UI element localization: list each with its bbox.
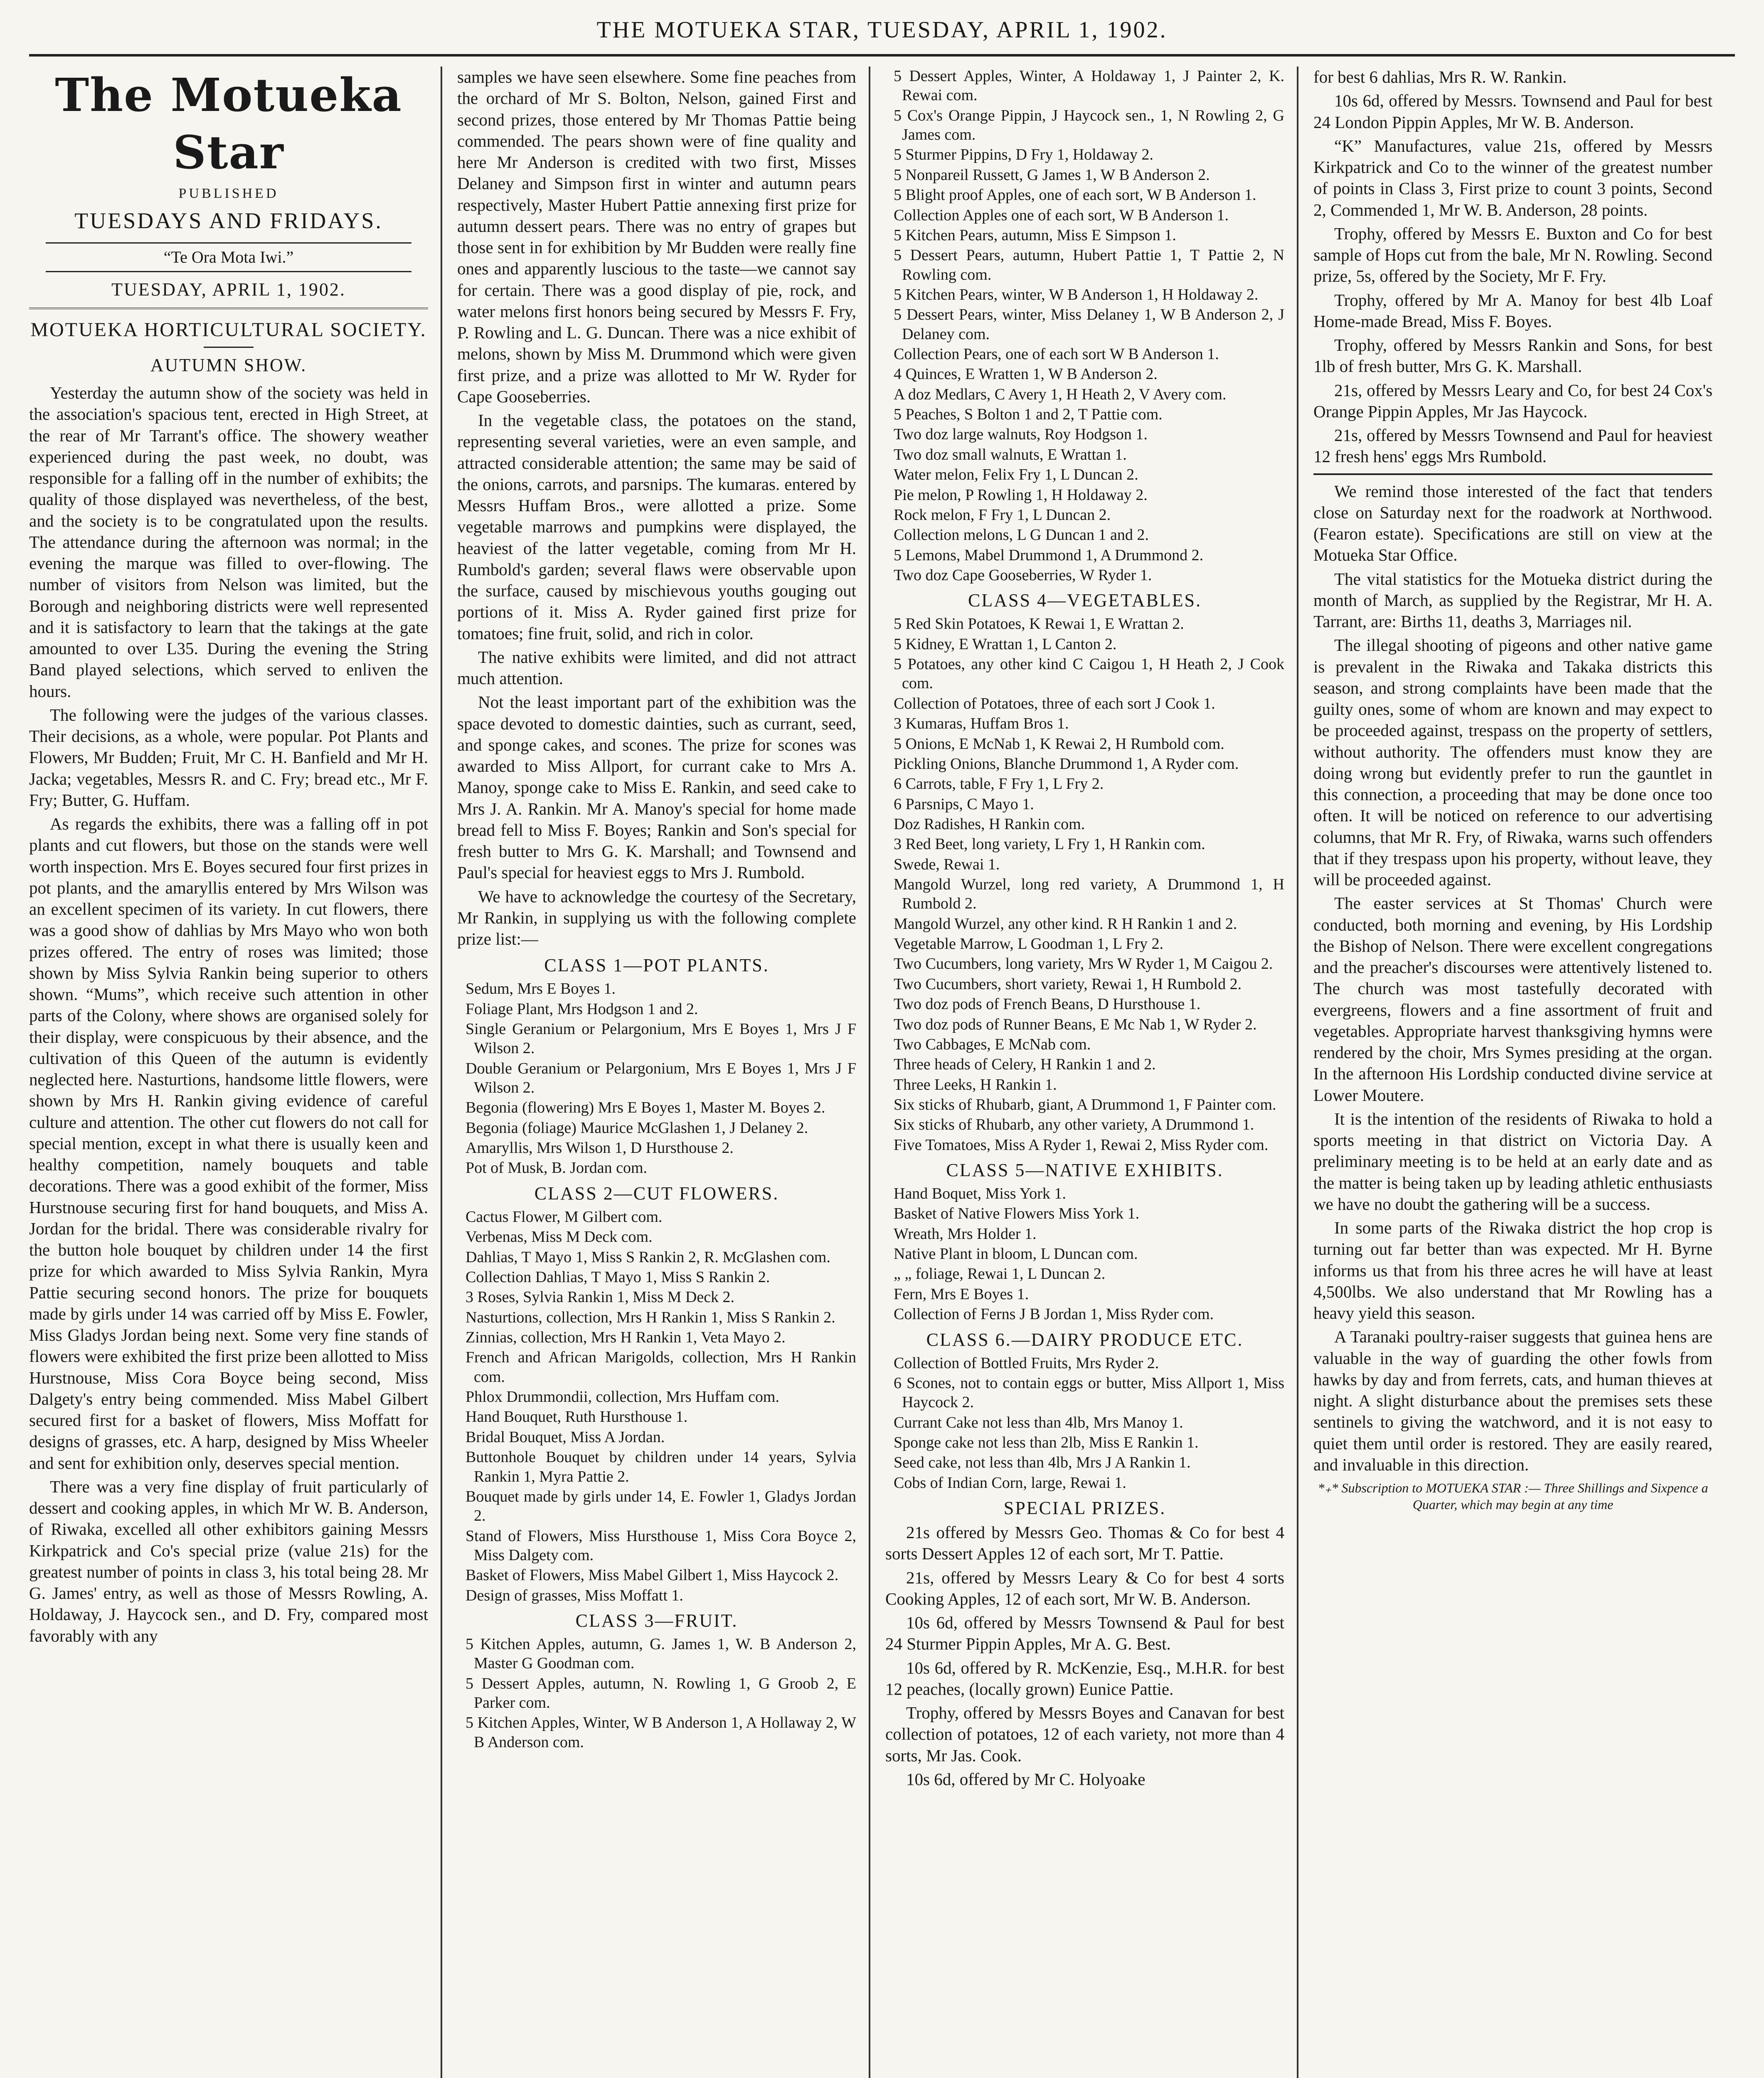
divider — [204, 347, 254, 348]
prize-entry: 3 Roses, Sylvia Rankin 1, Miss M Deck 2. — [466, 1288, 735, 1306]
prize-entry: 5 Potatoes, any other kind C Caigou 1, H Heath 2, J Cook com. — [894, 655, 1284, 692]
prize-entry: Collection melons, L G Duncan 1 and 2. — [894, 526, 1149, 544]
class-2-heading: CLASS 2—CUT FLOWERS. — [534, 1183, 779, 1204]
prize-entry: Wreath, Mrs Holder 1. — [894, 1225, 1037, 1243]
prize-entry: Mangold Wurzel, any other kind. R H Rankin 1 and 2. — [894, 915, 1237, 933]
masthead-days: TUESDAYS AND FRIDAYS. — [74, 208, 383, 233]
masthead-motto: “Te Ora Mota Iwi.” — [46, 242, 411, 272]
prize-entry: Three Leeks, H Rankin 1. — [894, 1076, 1057, 1093]
special-paragraph: Trophy, offered by Messrs Boyes and Canavan for best collection of potatoes, 12 of each variety, not more than 4 sorts, Mr Jas. Cook. — [885, 1703, 1284, 1765]
prize-entry: Two doz small walnuts, E Wrattan 1. — [894, 446, 1127, 463]
news-paragraph: The vital statistics for the Motueka district during the month of March, as supplied by the Registrar, Mr H. A. Tarrant, are: Births 11, deaths 3, Marriages nil. — [1313, 569, 1712, 631]
special-paragraph: Trophy, offered by Mr A. Manoy for best 4lb Loaf Home-made Bread, Miss F. Boyes. — [1313, 290, 1712, 331]
prize-entry: 5 Sturmer Pippins, D Fry 1, Holdaway 2. — [894, 146, 1153, 164]
prize-entry: Sponge cake not less than 2lb, Miss E Rankin 1. — [894, 1434, 1199, 1451]
class-5-heading: CLASS 5—NATIVE EXHIBITS. — [946, 1160, 1224, 1181]
special-paragraph: for best 6 dahlias, Mrs R. W. Rankin. — [1313, 67, 1567, 86]
prize-entry: Collection Apples one of each sort, W B Anderson 1. — [894, 206, 1229, 224]
special-paragraph: 10s 6d, offered by R. McKenzie, Esq., M.H.R. for best 12 peaches, (locally grown) Eunice Pattie. — [885, 1658, 1284, 1699]
prize-entry: 6 Parsnips, C Mayo 1. — [894, 795, 1034, 813]
special-paragraph: 21s, offered by Messrs Leary and Co, for best 24 Cox's Orange Pippin Apples, Mr Jas Haycock. — [1313, 380, 1712, 421]
prize-entry: Amaryllis, Mrs Wilson 1, D Hursthouse 2. — [466, 1139, 734, 1157]
prize-entry: Buttonhole Bouquet by children under 14 years, Sylvia Rankin 1, Myra Pattie 2. — [466, 1448, 856, 1485]
prize-entry: Five Tomatoes, Miss A Ryder 1, Rewai 2, Miss Ryder com. — [894, 1136, 1269, 1154]
prize-entry: 5 Kitchen Pears, autumn, Miss E Simpson 1. — [894, 226, 1176, 244]
prize-entry: Currant Cake not less than 4lb, Mrs Manoy 1. — [894, 1413, 1183, 1431]
prize-entry: Double Geranium or Pelargonium, Mrs E Boyes 1, Mrs J F Wilson 2. — [466, 1059, 856, 1097]
news-paragraph: The easter services at St Thomas' Church were conducted, both morning and evening, by His Lordship the Bishop of Nelson. There were excellent congregations and the preacher's discourses were attentively listened to. The church was most tastefully decorated with evergreens, flowers and a fine assortment of fruit and vegetables. Appropriate harvest thanksgiving hymns were rendered by the choir, Mrs Symes presiding at the organ. In the afternoon His Lordship conducted divine service at Lower Moutere. — [1313, 894, 1712, 1105]
article-paragraph: samples we have seen elsewhere. Some fine peaches from the orchard of Mr S. Bolton, Nelson, gained First and second prizes, those entered by Mr Thomas Pattie being commended. The pears shown were of fine quality and here Mr Anderson is credited with two first, Misses Delaney and Simpson first in winter and autumn pears respectively, Master Hubert Pattie annexing first prize for autumn dessert pears. There was no entry of grapes but those sent in for exhibition by Mr Budden were really fine ones and apparently luscious to the taste—we cannot say for certain. There was a good display of pie, rock, and water melons first honors being secured by Messrs F. Fry, P. Rowling and L. G. Duncan. There was a nice exhibit of melons, shown by Miss M. Drummond which were given first prize, and a prize was allotted to Mr W. Ryder for Cape Gooseberries. — [457, 67, 856, 406]
article-paragraph: Not the least important part of the exhibition was the space devoted to domestic dainties, such as currant, seed, and sponge cakes, and scones. The prize for scones was awarded to Miss Allport, for currant cake to Mrs A. Manoy, sponge cake to Miss E. Rankin, and seed cake to Mrs J. A. Rankin. Mr A. Manoy's special for home made bread fell to Miss F. Boyes; Rankin and Son's special for fresh butter to Mrs G. K. Marshall; and Townsend and Paul's special for heaviest eggs to Mrs J. Rumbold. — [457, 692, 856, 882]
news-paragraph: It is the intention of the residents of Riwaka to hold a sports meeting in that district on Victoria Day. A preliminary meeting is to be held at an early date and as the matter is being taken up by leading athletic enthusiasts we have no doubt the gathering will be a success. — [1313, 1109, 1712, 1214]
prize-entry: Collection of Bottled Fruits, Mrs Ryder 2. — [894, 1354, 1159, 1372]
prize-entry: Design of grasses, Miss Moffatt 1. — [466, 1586, 683, 1604]
class-1-list — [457, 979, 856, 1178]
prize-entry: Pie melon, P Rowling 1, H Holdaway 2. — [894, 486, 1148, 504]
special-prizes-heading: SPECIAL PRIZES. — [1003, 1498, 1166, 1519]
prize-entry: Begonia (flowering) Mrs E Boyes 1, Master M. Boyes 2. — [466, 1099, 825, 1117]
prize-entry: Fern, Mrs E Boyes 1. — [894, 1285, 1029, 1303]
prize-entry: 5 Kitchen Pears, winter, W B Anderson 1, H Holdaway 2. — [894, 286, 1259, 303]
prize-entry: 5 Kitchen Apples, autumn, G. James 1, W. B Anderson 2, Master G Goodman com. — [466, 1635, 856, 1672]
class-6-list — [885, 1354, 1284, 1493]
prize-entry: Pot of Musk, B. Jordan com. — [466, 1159, 647, 1177]
column-3 — [885, 66, 1284, 2078]
subscription-note: *₊* Subscription to MOTUEKA STAR :— Three Shillings and Sixpence a Quarter, which may begin at any time — [1318, 1480, 1708, 1512]
prize-entry: Bouquet made by girls under 14, E. Fowler 1, Gladys Jordan 2. — [466, 1487, 856, 1525]
news-paragraph: We remind those interested of the fact that tenders close on Saturday next for the roadwork at Northwood. (Fearon estate). Specifications are still on view at the Motueka Star Office. — [1313, 481, 1712, 565]
news-paragraph: A Taranaki poultry-raiser suggests that guinea hens are valuable in the way of guarding the other fowls from hawks by day and from ferrets, cats, and human thieves at night. A slight disturbance about the premises sets these sentinels to giving the watchword, and it is not easy to quiet them until order is restored. They are easily reared, and invaluable in this direction. — [1313, 1327, 1712, 1474]
special-paragraph: Trophy, offered by Messrs Rankin and Sons, for best 1lb of fresh butter, Mrs G. K. Marshall. — [1313, 335, 1712, 376]
prize-entry: Mangold Wurzel, long red variety, A Drummond 1, H Rumbold 2. — [894, 876, 1284, 913]
prize-entry: 5 Kidney, E Wrattan 1, L Canton 2. — [894, 635, 1117, 653]
class-5-list — [885, 1184, 1284, 1324]
prize-entry: Two doz Cape Gooseberries, W Ryder 1. — [894, 566, 1152, 584]
prize-entry: Two doz pods of French Beans, D Hursthouse 1. — [894, 995, 1201, 1013]
prize-entry: Doz Radishes, H Rankin com. — [894, 815, 1085, 833]
prize-entry: Collection of Potatoes, three of each sort J Cook 1. — [894, 694, 1215, 712]
page-header: THE MOTUEKA STAR, TUESDAY, APRIL 1, 1902. — [29, 17, 1735, 57]
prize-entry: Zinnias, collection, Mrs H Rankin 1, Veta Mayo 2. — [466, 1329, 786, 1346]
prize-entry: Two doz large walnuts, Roy Hodgson 1. — [894, 426, 1148, 443]
class-4-list — [885, 614, 1284, 1155]
prize-entry: Collection of Ferns J B Jordan 1, Miss Ryder com. — [894, 1305, 1214, 1323]
prize-entry: 5 Lemons, Mabel Drummond 1, A Drummond 2. — [894, 546, 1204, 564]
prize-entry: 5 Dessert Apples, autumn, N. Rowling 1, G Groob 2, E Parker com. — [466, 1674, 856, 1712]
prize-entry: Nasturtions, collection, Mrs H Rankin 1, Miss S Rankin 2. — [466, 1308, 835, 1326]
prize-entry: Sedum, Mrs E Boyes 1. — [466, 980, 616, 998]
special-paragraph: 10s 6d, offered by Mr C. Holyoake — [906, 1769, 1146, 1789]
prize-entry: Pickling Onions, Blanche Drummond 1, A Ryder com. — [894, 755, 1239, 773]
column-4 — [1313, 66, 1712, 2078]
prize-entry: Swede, Rewai 1. — [894, 855, 1000, 873]
article-paragraph: The following were the judges of the various classes. Their decisions, as a whole, were popular. Pot Plants and Flowers, Mr Budden; Fruit, Mr C. H. Banfield and Mr H. Jacka; vegetables, Messrs R. and C. Fry; bread etc., Mr F. Fry; Butter, G. Huffam. — [29, 705, 428, 810]
prize-entry: Foliage Plant, Mrs Hodgson 1 and 2. — [466, 1000, 698, 1018]
prize-entry: Native Plant in bloom, L Duncan com. — [894, 1245, 1138, 1263]
masthead — [29, 66, 428, 309]
news-paragraph: The illegal shooting of pigeons and other native game is prevalent in the Riwaka and Takaka districts this season, and strong complaints have been made that the guilty ones, some of whom are known and may expect to be proceeded against, trespass on the property of settlers, without authority. The offenders must know they are doing wrong but evidently prefer to run the gauntlet in this connection, a proceeding that may be done once too often. It will be noticed on reference to our advertising columns, that Mr R. Fry, of Riwaka, warns such offenders that if they trespass upon his property, without leave, they will be proceeded against. — [1313, 635, 1712, 889]
prize-entry: 5 Cox's Orange Pippin, J Haycock sen., 1, N Rowling 2, G James com. — [894, 106, 1284, 144]
news-paragraph: In some parts of the Riwaka district the hop crop is turning out far better than was expected. Mr H. Byrne informs us that from his three acres he will have at least 4,500lbs. We also understand that Mr Rowling has a heavy yield this season. — [1313, 1218, 1712, 1322]
article-paragraph: Yesterday the autumn show of the society was held in the association's spacious tent, erected in High Street, at the rear of Mr Tarrant's office. The showery weather experienced during the past week, no doubt, was responsible for a falling off in the number of exhibits; the quality of those displayed was nevertheless, of the best, and the society is to be congratulated upon the results. The attendance during the afternoon was normal; in the evening the marque was filled to over-flowing. The number of visitors from Nelson was limited, but the Borough and neighboring districts were well represented and it is satisfactory to learn that the takings at the gate amounted to over L35. During the evening the String Band played selections, which served to enliven the hours. — [29, 383, 428, 701]
prize-entry: Hand Bouquet, Ruth Hursthouse 1. — [466, 1408, 688, 1426]
prize-entry: „ „ foliage, Rewai 1, L Duncan 2. — [894, 1265, 1106, 1283]
prize-entry: Hand Boquet, Miss York 1. — [894, 1185, 1066, 1203]
prize-entry: Rock melon, F Fry 1, L Duncan 2. — [894, 506, 1111, 524]
prize-entry: 5 Peaches, S Bolton 1 and 2, T Pattie com. — [894, 406, 1163, 423]
prize-entry: 3 Kumaras, Huffam Bros 1. — [894, 715, 1069, 733]
masthead-published: PUBLISHED — [178, 186, 279, 201]
article-paragraph: In the vegetable class, the potatoes on the stand, representing several varieties, were an even sample, and attracted considerable attention; the same may be said of the onions, carrots, and parsnips. The kumaras. entered by Messrs Huffam Bros., were allotted a prize. Some vegetable marrows and pumpkins were displayed, the heaviest of the latter vegetable, coming from Mr H. Rumbold's garden; several flaws were observable upon the surface, caused by mischievous youths gouging out portions of it. Miss A. Ryder gained first prize for tomatoes; fine fruit, solid, and rich in color. — [457, 411, 856, 643]
class-6-heading: CLASS 6.—DAIRY PRODUCE ETC. — [926, 1329, 1244, 1350]
special-paragraph: 21s offered by Messrs Geo. Thomas & Co for best 4 sorts Dessert Apples 12 of each sort, Mr T. Pattie. — [885, 1523, 1284, 1563]
prize-entry: Three heads of Celery, H Rankin 1 and 2. — [894, 1056, 1156, 1073]
divider — [1313, 473, 1712, 475]
column-1 — [29, 66, 428, 2078]
column-rule — [1297, 66, 1298, 2078]
column-rule — [441, 66, 442, 2078]
prize-entry: 3 Red Beet, long variety, L Fry 1, H Rankin com. — [894, 835, 1205, 853]
special-paragraph: 21s, offered by Messrs Townsend and Paul for heaviest 12 fresh hens' eggs Mrs Rumbold. — [1313, 426, 1712, 466]
prize-entry: 6 Carrots, table, F Fry 1, L Fry 2. — [894, 775, 1104, 793]
article-headline: MOTUEKA HORTICULTURAL SOCIETY. — [30, 319, 427, 341]
prize-entry: Six sticks of Rhubarb, any other variety, A Drummond 1. — [894, 1116, 1254, 1134]
prize-entry: 6 Scones, not to contain eggs or butter, Miss Allport 1, Miss Haycock 2. — [894, 1374, 1284, 1411]
article-paragraph: We have to acknowledge the courtesy of the Secretary, Mr Rankin, in supplying us with the following complete prize list:— — [457, 886, 856, 948]
prize-entry: Seed cake, not less than 4lb, Mrs J A Rankin 1. — [894, 1454, 1191, 1472]
prize-entry: Single Geranium or Pelargonium, Mrs E Boyes 1, Mrs J F Wilson 2. — [466, 1020, 856, 1057]
prize-entry: 5 Red Skin Potatoes, K Rewai 1, E Wrattan 2. — [894, 615, 1184, 633]
prize-entry: Collection Dahlias, T Mayo 1, Miss S Rankin 2. — [466, 1268, 770, 1286]
prize-entry: 4 Quinces, E Wratten 1, W B Anderson 2. — [894, 365, 1158, 383]
special-paragraph: Trophy, offered by Messrs E. Buxton and Co for best sample of Hops cut from the bale, Mr N. Rowling. Second prize, 5s, offered by the Society, Mr F. Fry. — [1313, 224, 1712, 286]
prize-entry: Cobs of Indian Corn, large, Rewai 1. — [894, 1474, 1126, 1492]
prize-entry: 5 Onions, E McNab 1, K Rewai 2, H Rumbold com. — [894, 735, 1224, 753]
class-3-heading: CLASS 3—FRUIT. — [575, 1610, 738, 1631]
article-subhead: AUTUMN SHOW. — [150, 355, 307, 375]
prize-entry: 5 Dessert Pears, winter, Miss Delaney 1, W B Anderson 2, J Delaney com. — [894, 306, 1284, 343]
prize-entry: A doz Medlars, C Avery 1, H Heath 2, V Avery com. — [894, 385, 1227, 403]
prize-entry: Dahlias, T Mayo 1, Miss S Rankin 2, R. McGlashen com. — [466, 1248, 830, 1266]
prize-entry: 5 Nonpareil Russett, G James 1, W B Anderson 2. — [894, 166, 1210, 184]
article-paragraph: There was a very fine display of fruit particularly of dessert and cooking apples, in which Mr W. B. Anderson, of Riwaka, excelled all other exhibitors gaining Messrs Kirkpatrick and Co's special prize (value 21s) for the greatest number of points in class 3, his total being 28. Mr G. James' entry, as well as those of Messrs Rowling, A. Holdaway, J. Haycock sen., and D. Fry, compared most favorably with any — [29, 1477, 428, 1645]
special-paragraph: 10s 6d, offered by Messrs Townsend & Paul for best 24 Sturmer Pippin Apples, Mr A. G. Best. — [885, 1613, 1284, 1654]
prize-entry: Two Cucumbers, short variety, Rewai 1, H Rumbold 2. — [894, 975, 1242, 993]
prize-entry: Water melon, Felix Fry 1, L Duncan 2. — [894, 466, 1138, 484]
prize-entry: 5 Dessert Pears, autumn, Hubert Pattie 1, T Pattie 2, N Rowling com. — [894, 246, 1284, 283]
prize-entry: Bridal Bouquet, Miss A Jordan. — [466, 1428, 665, 1446]
column-rule — [869, 66, 870, 2078]
prize-entry: Collection Pears, one of each sort W B Anderson 1. — [894, 345, 1219, 363]
article-paragraph: The native exhibits were limited, and did not attract much attention. — [457, 647, 856, 688]
prize-entry: Six sticks of Rhubarb, giant, A Drummond 1, F Painter com. — [894, 1096, 1276, 1113]
class-4-heading: CLASS 4—VEGETABLES. — [968, 590, 1202, 611]
prize-entry: Basket of Flowers, Miss Mabel Gilbert 1, Miss Haycock 2. — [466, 1566, 839, 1584]
prize-entry: French and African Marigolds, collection, Mrs H Rankin com. — [466, 1349, 856, 1386]
prize-entry: Stand of Flowers, Miss Hursthouse 1, Miss Cora Boyce 2, Miss Dalgety com. — [466, 1527, 856, 1564]
article-paragraph: As regards the exhibits, there was a falling off in pot plants and cut flowers, but those on the stands were well worth inspection. Mrs E. Boyes secured four first prizes in pot plants, and the amaryllis entered by Mrs Wilson was an excellent specimen of its variety. In cut flowers, there was a good show of dahlias by Mrs Mayo who won both prizes offered. The entry of roses was limited; those shown by Miss Sylvia Rankin being superior to others shown. “Mums”, which receive such attention in other parts of the Colony, where shows are organised solely for their display, were conspicuous by their absence, and the cultivation of this Queen of the autumn is evidently neglected here. Nasturtions, handsome little flowers, were shown by Mrs H. Rankin giving evidence of careful culture and attention. The other cut flowers do not call for special mention, except in what there is usually keen and healthy competition, namely bouquets and table decorations. There was a good exhibit of the former, Miss Hurstnouse securing first for hand bouquets, and Miss A. Jordan for the bridal. There was considerable rivalry for the button hole bouquet by children under 14 the first prize for which awarded to Miss Sylvia Rankin, Myra Pattie securing second honors. The prize for bouquets made by girls under 14 was carried off by Miss E. Fowler, Miss Gladys Jordan being next. Some very fine stands of flowers were exhibited the first prize been allotted to Miss Hurstnouse, Miss Cora Boyce being second, Miss Dalgety's entry being commended. Miss Mabel Gilbert secured first for a basket of flowers, Miss Moffatt for designs of grasses, etc. A harp, designed by Miss Wheeler and sent for exhibition only, deserves special mention. — [29, 814, 428, 1472]
class-3-list — [457, 1635, 856, 1752]
masthead-title: The Motueka Star — [55, 68, 402, 179]
special-paragraph: 21s, offered by Messrs Leary & Co for best 4 sorts Cooking Apples, 12 of each sort, Mr W. B. Anderson. — [885, 1568, 1284, 1608]
prize-entry: Two Cabbages, E McNab com. — [894, 1035, 1091, 1053]
prize-entry: 5 Dessert Apples, Winter, A Holdaway 1, J Painter 2, K. Rewai com. — [894, 67, 1284, 104]
prize-entry: Vegetable Marrow, L Goodman 1, L Fry 2. — [894, 935, 1164, 953]
prize-entry: 5 Kitchen Apples, Winter, W B Anderson 1, A Hollaway 2, W B Anderson com. — [466, 1714, 856, 1751]
prize-entry: 5 Blight proof Apples, one of each sort, W B Anderson 1. — [894, 186, 1256, 204]
prize-entry: Phlox Drummondii, collection, Mrs Huffam com. — [466, 1388, 779, 1406]
class-1-heading: CLASS 1—POT PLANTS. — [544, 955, 769, 976]
prize-entry: Cactus Flower, M Gilbert com. — [466, 1208, 663, 1226]
class-3-list-continued — [885, 66, 1284, 585]
prize-entry: Verbenas, Miss M Deck com. — [466, 1228, 653, 1246]
class-2-list — [457, 1207, 856, 1605]
prize-entry: Two Cucumbers, long variety, Mrs W Ryder 1, M Caigou 2. — [894, 955, 1273, 973]
column-2 — [457, 66, 856, 2078]
masthead-date: TUESDAY, APRIL 1, 1902. — [111, 279, 346, 300]
prize-entry: Two doz pods of Runner Beans, E Mc Nab 1, W Ryder 2. — [894, 1015, 1257, 1033]
prize-entry: Begonia (foliage) Maurice McGlashen 1, J Delaney 2. — [466, 1119, 808, 1137]
special-paragraph: “K” Manufactures, value 21s, offered by Messrs Kirkpatrick and Co to the winner of the greatest number of points in Class 3, First prize to count 3 points, Second 2, Commended 1, Mr W. B. Anderson, 28 points. — [1313, 136, 1712, 219]
prize-entry: Basket of Native Flowers Miss York 1. — [894, 1205, 1140, 1223]
special-paragraph: 10s 6d, offered by Messrs. Townsend and Paul for best 24 London Pippin Apples, Mr W. B. Anderson. — [1313, 91, 1712, 132]
